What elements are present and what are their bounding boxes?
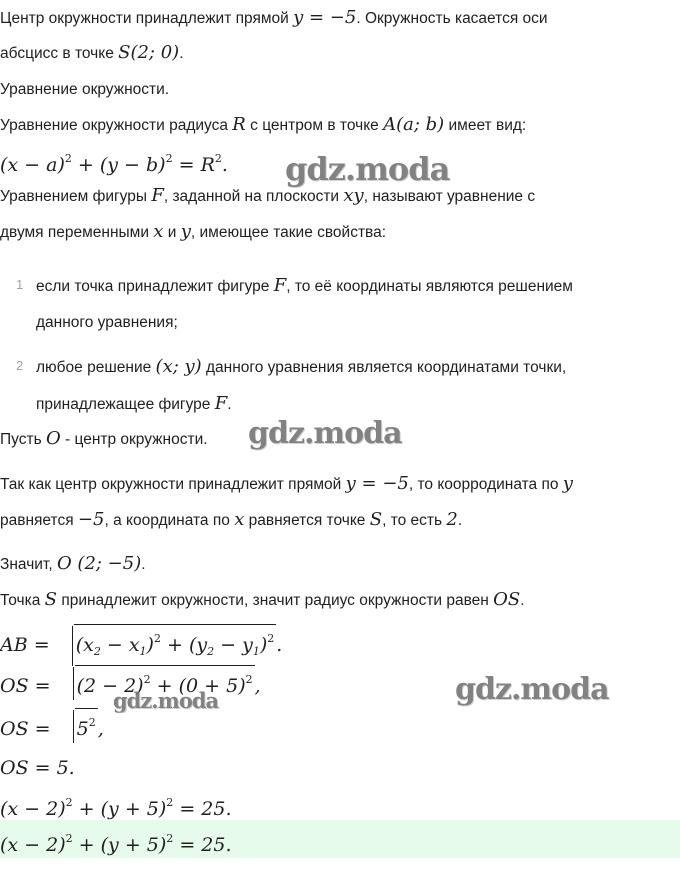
distance-formula: AB = $(x_2 - x_1)^2 + (y_2 - y_1)^2$ . (0, 624, 282, 666)
os-formula-1: OS = $(2 - 2)^2 + (0 + 5)^2$ , (0, 665, 261, 700)
watermark: gdz.moda (113, 688, 219, 713)
paragraph-1: Центр окружности принадлежит прямой y = −5. Окружность касается оси (0, 7, 548, 28)
section-title: Уравнение окружности. (0, 81, 170, 98)
sqrt-sign: $(2 - 2)^2 + (0 + 5)^2$ (57, 665, 255, 700)
list-number: 2 (16, 358, 24, 373)
circle-equation: $(x - 2)^2 + (y + 5)^2 = 25$. (0, 796, 232, 820)
os-formula-2: OS = $5^2$ , (0, 708, 104, 743)
list-number: 1 (16, 277, 24, 292)
paragraph-6: Уравнением фигуры F, заданной на плоскости xy, называют уравнение с (0, 185, 536, 206)
paragraph-12: Точка S принадлежит окружности, значит радиус окружности равен OS. (0, 589, 525, 610)
paragraph-10: равняется −5, а координата по x равняется точке S, то есть 2. (0, 509, 463, 530)
sqrt-sign: $(x_2 - x_1)^2 + (y_2 - y_1)^2$ (56, 624, 277, 666)
sqrt-sign: $5^2$ (57, 708, 98, 743)
list-item-continued: принадлежащее фигуре F. (36, 393, 232, 414)
paragraph-7: двумя переменными x и y, имеющее такие свойства: (0, 221, 387, 242)
paragraph-2: абсцисс в точке S(2; 0). (0, 42, 184, 63)
paragraph-8: Пусть O - центр окружности. (0, 428, 208, 449)
watermark: gdz.moda (455, 672, 609, 707)
paragraph-4: Уравнение окружности радиуса R с центром в точке A(a; b) имеет вид: (0, 114, 527, 135)
paragraph-11: Значит, O (2; −5). (0, 553, 146, 574)
final-answer: $(x - 2)^2 + (y + 5)^2 = 25$. (0, 832, 232, 856)
list-item: любое решение (x; y) данного уравнения является координатами точки, (36, 356, 567, 377)
paragraph-9: Так как центр окружности принадлежит прямой y = −5, то коорродината по y (0, 473, 573, 494)
os-result: OS = 5. (0, 757, 75, 779)
list-item: если точка принадлежит фигуре F, то её координаты являются решением (36, 275, 573, 296)
circle-equation-general: $(x - a)^2 + (y - b)^2 = R^2$. (0, 152, 228, 176)
list-item-continued: данного уравнения; (36, 314, 178, 331)
watermark: gdz.moda (285, 150, 450, 188)
watermark: gdz.moda (248, 416, 402, 451)
